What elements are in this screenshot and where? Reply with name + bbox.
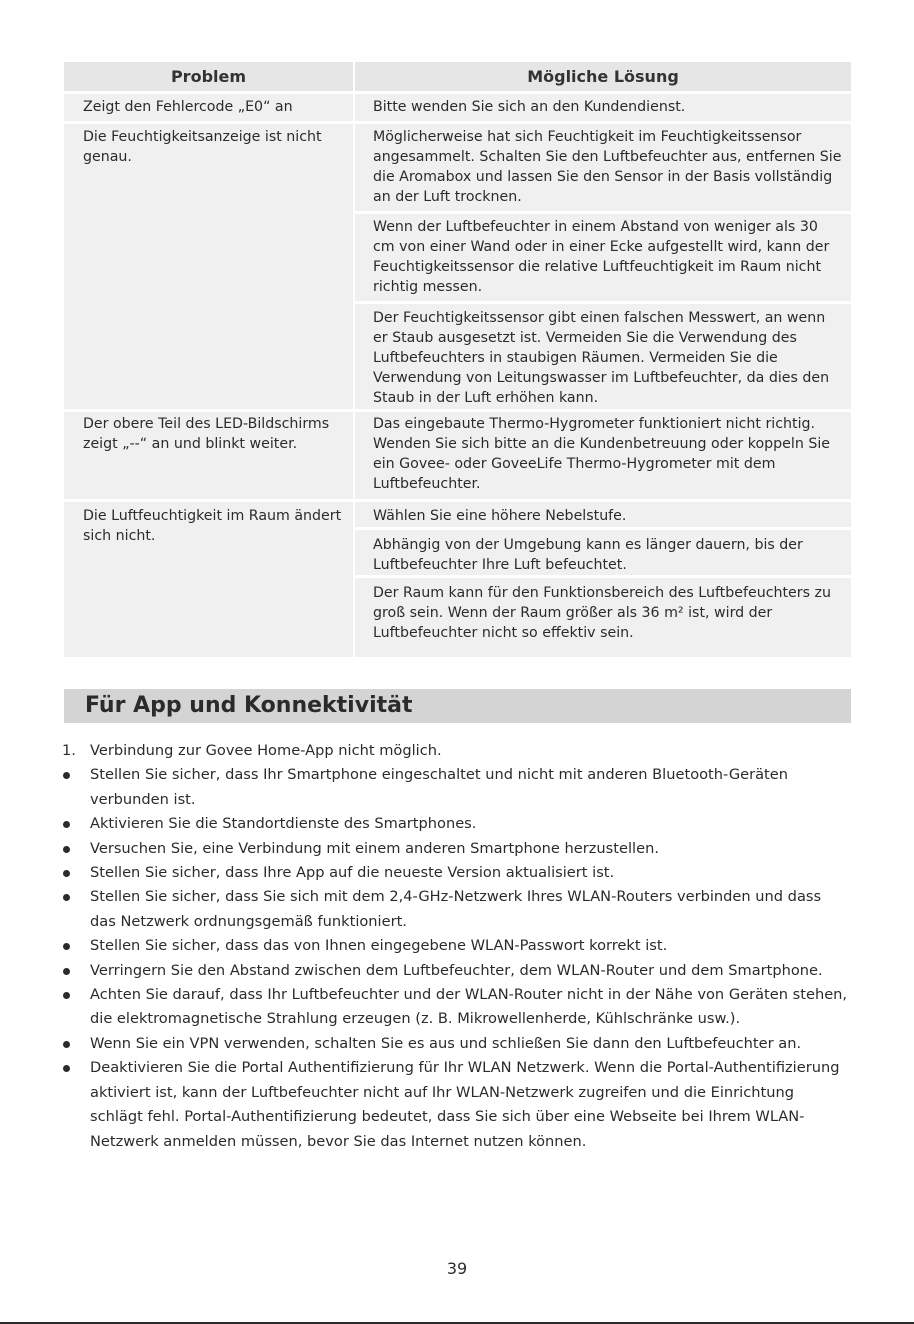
problem-text: Zeigt den Fehlercode „E0“ an xyxy=(83,99,293,115)
table-row xyxy=(64,91,851,121)
list-item-text: Aktivieren Sie die Standortdienste des Smartphones. xyxy=(90,815,477,833)
bullet-icon xyxy=(63,1041,70,1048)
list-item-text: Stellen Sie sicher, dass Ihre App auf die neueste Version aktualisiert ist. xyxy=(90,864,615,882)
list-item xyxy=(90,812,850,836)
list-item xyxy=(90,934,850,958)
problem-cell xyxy=(64,499,355,657)
solution-cell xyxy=(355,211,851,301)
list-item-text: Deaktivieren Sie die Portal Authentifizierung für Ihr WLAN Netzwerk. Wenn die Portal-Authentifizierung aktiviert ist, kann der Luftbefeuchter nicht auf Ihr WLAN-Netzwerk zugreifen und die Einrichtung schlägt fehl. Portal-Authentifizierung bedeutet, dass Sie sich über eine Webseite bei Ihrem WLAN-Netzwerk anmelden müssen, bevor Sie das Internet nutzen können. xyxy=(90,1059,840,1150)
list-item xyxy=(62,739,850,763)
list-item-text: Verringern Sie den Abstand zwischen dem Luftbefeuchter, dem WLAN-Router und dem Smartphone. xyxy=(90,961,823,979)
list-item-text: Stellen Sie sicher, dass Ihr Smartphone eingeschaltet und nicht mit anderen Bluetooth-Geräten verbunden ist. xyxy=(90,766,788,808)
solution-text: Der Feuchtigkeitssensor gibt einen falschen Messwert, an wenn er Staub ausgesetzt ist. Vermeiden Sie die Verwendung des Luftbefeuchters in staubigen Räumen. Vermeiden Sie die Verwendung von Leitungswasser im Luftbefeuchter, da dies den Staub in der Luft erhöhen kann. xyxy=(373,310,830,406)
solution-cell xyxy=(355,301,851,409)
list-item xyxy=(90,1032,850,1056)
bullet-icon xyxy=(63,894,70,901)
list-item-text: Wenn Sie ein VPN verwenden, schalten Sie es aus und schließen Sie dann den Luftbefeuchter an. xyxy=(90,1034,802,1052)
solution-cell xyxy=(355,121,851,211)
solution-text: Der Raum kann für den Funktionsbereich des Luftbefeuchters zu groß sein. Wenn der Raum größer als 36 m² ist, wird der Luftbefeuchter nicht so effektiv sein. xyxy=(373,585,831,641)
solution-text: Abhängig von der Umgebung kann es länger dauern, bis der Luftbefeuchter Ihre Luft befeuchtet. xyxy=(373,537,803,573)
problem-text: Die Luftfeuchtigkeit im Raum ändert sich nicht. xyxy=(83,508,342,544)
list-item xyxy=(90,763,850,812)
solution-cell xyxy=(355,527,851,575)
bullet-icon xyxy=(63,992,70,999)
solution-cell xyxy=(355,409,851,499)
problem-cell xyxy=(64,91,355,121)
solution-cell xyxy=(355,499,851,527)
list-item xyxy=(90,983,850,1032)
solution-cell xyxy=(355,91,851,121)
header-solution: Mögliche Lösung xyxy=(355,62,851,91)
list-number: 1. xyxy=(62,742,76,759)
list-item-text: Stellen Sie sicher, dass das von Ihnen eingegebene WLAN-Passwort korrekt ist. xyxy=(90,937,668,955)
table-row xyxy=(64,121,851,211)
table-row xyxy=(64,499,851,527)
list-item-text: Versuchen Sie, eine Verbindung mit einem anderen Smartphone herzustellen. xyxy=(90,839,659,857)
list-item xyxy=(90,837,850,861)
bullet-icon xyxy=(63,846,70,853)
page-number: 39 xyxy=(446,1259,468,1278)
problem-cell xyxy=(64,121,355,409)
list-item xyxy=(90,1056,850,1154)
section-header xyxy=(64,689,851,723)
bullet-icon xyxy=(63,821,70,828)
list-item-text: Stellen Sie sicher, dass Sie sich mit dem 2,4-GHz-Netzwerk Ihres WLAN-Routers verbinden und dass das Netzwerk ordnungsgemäß funktioniert. xyxy=(90,888,822,930)
bullet-icon xyxy=(63,772,70,779)
solution-text: Das eingebaute Thermo-Hygrometer funktioniert nicht richtig. Wenden Sie sich bitte an die Kundenbetreuung oder koppeln Sie ein Govee- oder GoveeLife Thermo-Hygrometer mit dem Luftbefeuchter. xyxy=(373,416,831,492)
solution-text: Wenn der Luftbefeuchter in einem Abstand von weniger als 30 cm von einer Wand oder in einer Ecke aufgestellt wird, kann der Feuchtigkeitssensor die relative Luftfeuchtigkeit im Raum nicht richtig messen. xyxy=(373,219,830,295)
problem-text: Die Feuchtigkeitsanzeige ist nicht genau. xyxy=(83,129,322,165)
table-row xyxy=(64,409,851,499)
list-item-text: Achten Sie darauf, dass Ihr Luftbefeuchter und der WLAN-Router nicht in der Nähe von Geräten stehen, die elektromagnetische Strahlung erzeugen (z. B. Mikrowellenherde, Kühlschränke usw.). xyxy=(90,986,848,1028)
list-item xyxy=(90,885,850,934)
connectivity-list xyxy=(62,739,850,1154)
list-item-text: Verbindung zur Govee Home-App nicht möglich. xyxy=(90,742,442,759)
solution-cell xyxy=(355,575,851,657)
bullet-icon xyxy=(63,943,70,950)
table-header-row xyxy=(64,62,851,91)
solution-text: Wählen Sie eine höhere Nebelstufe. xyxy=(373,508,627,524)
list-item xyxy=(90,959,850,983)
section-title: Für App und Konnektivität xyxy=(85,693,413,718)
bullet-icon xyxy=(63,870,70,877)
header-problem: Problem xyxy=(64,62,355,91)
problem-text: Der obere Teil des LED-Bildschirms zeigt „--“ an und blinkt weiter. xyxy=(83,416,330,452)
list-item xyxy=(90,861,850,885)
solution-text: Möglicherweise hat sich Feuchtigkeit im Feuchtigkeitssensor angesammelt. Schalten Sie den Luftbefeuchter aus, entfernen Sie die Aromabox und lassen Sie den Sensor in der Basis vollständig an der Luft trocknen. xyxy=(373,129,842,205)
solution-text: Bitte wenden Sie sich an den Kundendienst. xyxy=(373,99,686,115)
bullet-icon xyxy=(63,968,70,975)
bullet-icon xyxy=(63,1065,70,1072)
problem-cell xyxy=(64,409,355,499)
troubleshooting-table xyxy=(64,62,851,657)
